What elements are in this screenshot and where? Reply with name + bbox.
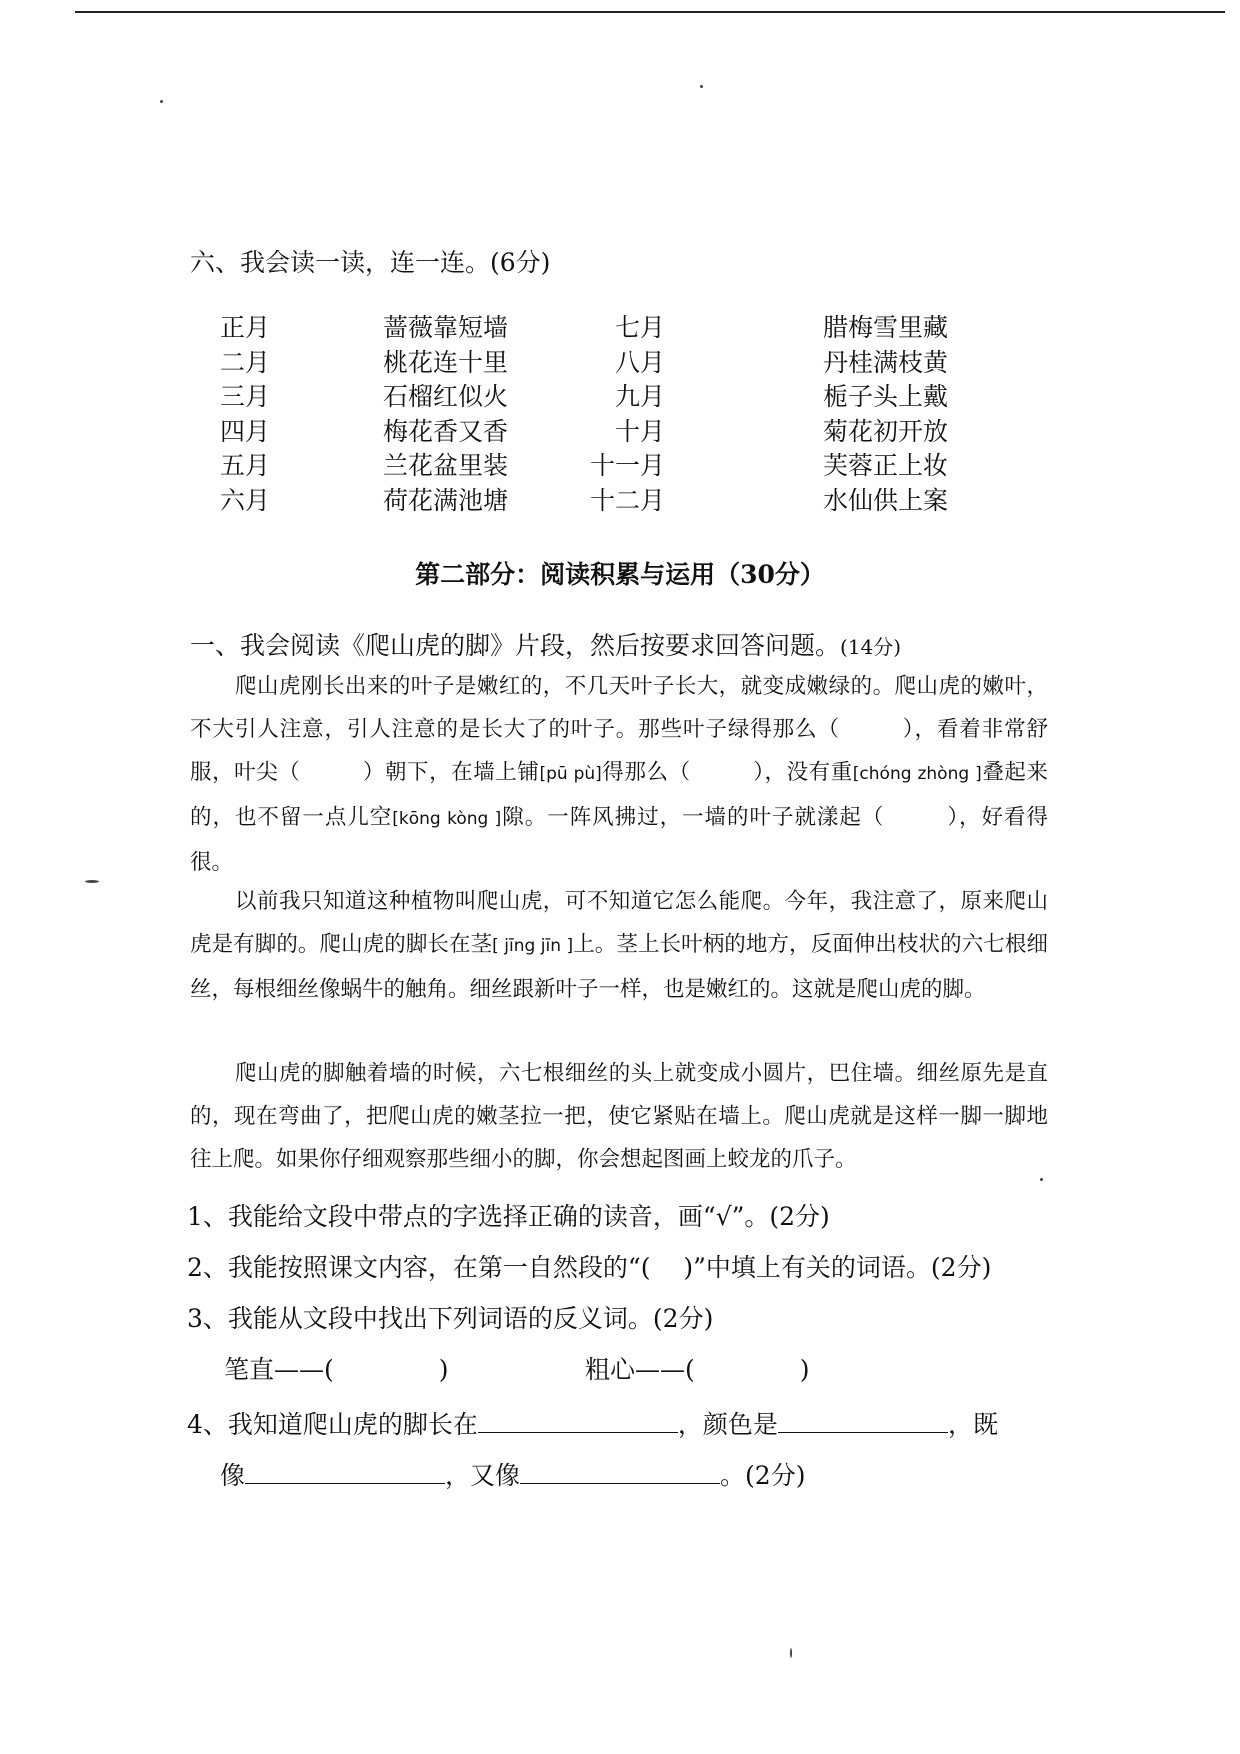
phrase-right: 芙蓉正上妆 <box>823 451 949 480</box>
phrase-left: 蔷薇靠短墙 <box>383 313 509 342</box>
matching-row <box>220 412 1040 447</box>
phrase-right: 菊花初开放 <box>823 416 949 446</box>
antonym-answer-1 <box>224 1350 449 1386</box>
matching-row <box>220 377 1040 412</box>
phrase-right: 水仙供上案 <box>823 485 949 515</box>
answer-line[interactable] <box>245 1457 445 1484</box>
question1-text: 一、我会阅读《爬山虎的脚》片段，然后按要求回答问题。 <box>190 631 841 660</box>
phrase-left: 桃花连十里 <box>383 347 509 377</box>
phrase-left: 荷花满池塘 <box>383 485 509 515</box>
section6-title: 六、我会读一读，连一连。(6分) <box>190 248 551 277</box>
question-1-4 <box>187 1405 998 1441</box>
antonym-answer-2 <box>585 1350 810 1386</box>
top-rule <box>75 11 1225 13</box>
para-text: ）朝下，在墙上铺 <box>362 760 540 785</box>
pinyin-options[interactable]: [ jīng jīn ] <box>492 936 574 956</box>
question-1-1: 1、我能给文段中带点的字选择正确的读音，画“√”。(2分) <box>187 1202 830 1231</box>
month-right: 九月 <box>614 382 665 411</box>
matching-row <box>220 343 1040 378</box>
phrase-right: 腊梅雪里藏 <box>823 313 949 342</box>
month-right: 七月 <box>614 313 665 342</box>
paren: ) <box>799 1355 810 1384</box>
question1-heading <box>190 626 901 662</box>
para-text: 爬山虎刚长出来的叶子是嫩红的，不几天叶子长大，就变成嫩绿的。爬山虎的嫩叶，不大引人注意，引人注意的是长大了的叶子。那些叶子绿得那么（ <box>190 674 1048 742</box>
scan-speck <box>790 1648 792 1658</box>
phrase-left: 梅花香又香 <box>383 416 509 446</box>
month-right: 八月 <box>614 347 665 377</box>
matching-row <box>220 481 1040 516</box>
para-text: ），没有重 <box>752 760 853 785</box>
month-right: 十月 <box>614 416 665 446</box>
scan-speck <box>700 85 703 88</box>
answer-line[interactable] <box>478 1406 678 1433</box>
matching-row <box>220 446 1040 481</box>
month-left: 二月 <box>220 347 271 377</box>
part2-title: 第二部分：阅读积累与运用（30分） <box>415 560 825 589</box>
matching-grid <box>220 308 1040 515</box>
antonym-word: 粗心——( <box>585 1355 695 1384</box>
answer-line[interactable] <box>520 1457 720 1484</box>
q4-text: ，既 <box>947 1410 998 1439</box>
question-1-2: 2、我能按照课文内容，在第一自然段的“( )”中填上有关的词语。(2分) <box>187 1253 992 1282</box>
matching-row <box>220 308 1040 343</box>
paren: ) <box>438 1355 449 1384</box>
para-text: 上。茎上长叶柄的地方，反面伸出枝状的六七根细丝，每根细丝像蜗牛的触角。细丝跟新叶子一样，也是嫩红的。这就是爬山虎的脚。 <box>190 932 1048 1002</box>
scan-speck <box>85 880 99 883</box>
para-text: ），看着非常舒服，叶尖（ <box>190 717 1048 785</box>
month-right: 十二月 <box>589 485 665 515</box>
month-left: 六月 <box>220 485 271 515</box>
pinyin-options[interactable]: [pū pù] <box>539 764 602 784</box>
phrase-right: 栀子头上戴 <box>823 382 949 411</box>
month-right: 十一月 <box>589 451 665 480</box>
para-text: 得那么（ <box>601 760 691 785</box>
question-1-3: 3、我能从文段中找出下列词语的反义词。(2分) <box>187 1304 714 1333</box>
antonym-word: 笔直——( <box>224 1355 334 1384</box>
question1-score: (14分) <box>840 635 902 659</box>
month-left: 五月 <box>220 451 271 480</box>
q4-text: ，又像 <box>445 1461 521 1490</box>
answer-line[interactable] <box>778 1406 948 1433</box>
phrase-left: 石榴红似火 <box>383 382 509 411</box>
question-1-4-cont <box>220 1456 805 1492</box>
month-left: 四月 <box>220 416 271 446</box>
phrase-left: 兰花盆里装 <box>383 451 509 480</box>
para-text: 叠起来的，也不留一点儿空 <box>190 760 1048 830</box>
para-text: ），好看得很。 <box>190 805 1048 875</box>
reading-paragraph-2 <box>190 880 1048 1011</box>
reading-paragraph-1 <box>190 665 1048 884</box>
pinyin-options[interactable]: [chóng zhòng ] <box>852 764 982 784</box>
phrase-right: 丹桂满枝黄 <box>823 347 949 377</box>
month-left: 三月 <box>220 382 271 411</box>
q4-text: 像 <box>220 1461 246 1490</box>
para-text: 隙。一阵风拂过，一墙的叶子就漾起（ <box>501 805 885 830</box>
month-left: 正月 <box>220 313 271 342</box>
reading-paragraph-3: 爬山虎的脚触着墙的时候，六七根细丝的头上就变成小圆片，巴住墙。细丝原先是直的，现在弯曲了，把爬山虎的嫩茎拉一把，使它紧贴在墙上。爬山虎就是这样一脚一脚地往上爬。如果你仔细观察那些细小的脚，你会想起图画上蛟龙的爪子。 <box>190 1061 1048 1172</box>
q4-text: 4、我知道爬山虎的脚长在 <box>187 1410 478 1439</box>
para-text: 以前我只知道这种植物叫爬山虎，可不知道它怎么能爬。今年，我注意了，原来爬山虎是有脚的。爬山虎的脚长在茎 <box>190 889 1048 957</box>
q4-text: ，颜色是 <box>677 1410 778 1439</box>
scan-speck <box>160 100 163 103</box>
pinyin-options[interactable]: [kōng kòng ] <box>392 809 502 829</box>
q4-text: 。(2分) <box>720 1461 806 1490</box>
